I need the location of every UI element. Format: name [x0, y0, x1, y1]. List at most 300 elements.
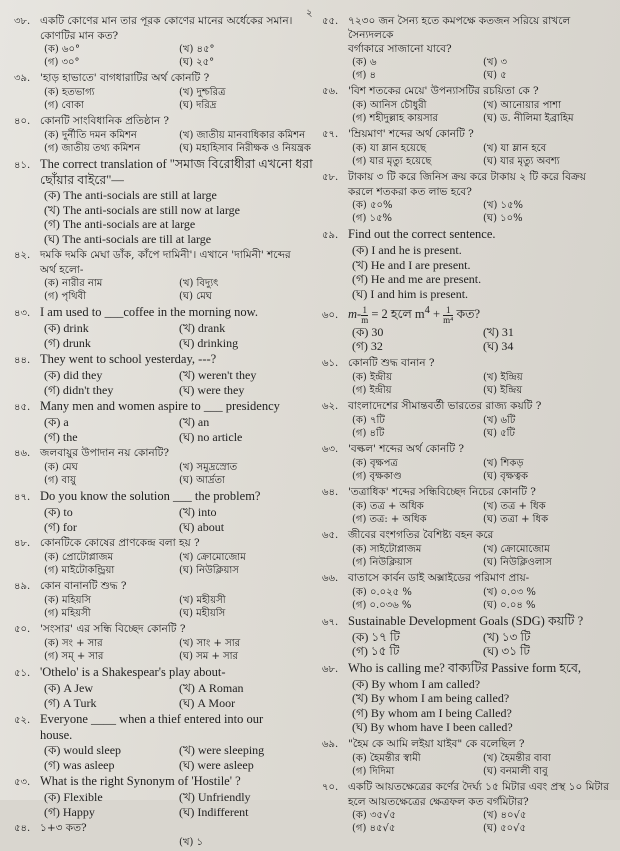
question-number: ৫২. — [14, 715, 31, 726]
answer-option: (ঘ) I and him is present. — [352, 286, 469, 301]
option-list — [322, 630, 614, 659]
answer-option: (গ) যার মৃত্যু হয়েছে — [352, 156, 432, 167]
answer-option: (ক) মহিয়সি — [44, 595, 92, 606]
answer-option: (ঘ) মহীয়সি — [179, 608, 226, 619]
question-text: ৭২৩০ জন সৈন্য হতে কমপক্ষে কতজন সরিয়ে রাখলে সৈন্যদলকে — [348, 15, 571, 41]
option-list — [14, 836, 314, 849]
answer-option: (ঘ) about — [179, 519, 225, 534]
question-line — [14, 622, 314, 637]
option-list — [322, 752, 614, 778]
question-line — [322, 127, 614, 142]
answer-option: (খ) জাতীয় মানবাধিকার কমিশন — [179, 130, 306, 141]
left-column — [14, 14, 314, 851]
answer-option: (গ) A Turk — [44, 695, 97, 710]
answer-option: (ঘ) মহাহিসাব নিরীক্ষক ও নিয়ন্ত্রক — [179, 143, 311, 154]
option-list — [14, 368, 314, 397]
question-item — [14, 579, 314, 620]
answer-option: (গ) মহিয়সী — [44, 608, 91, 619]
answer-option: (ক) By whom I am called? — [352, 676, 481, 691]
answer-option: (ক) drink — [44, 321, 89, 335]
question-number: ৬৮. — [322, 663, 339, 675]
option-list — [14, 505, 314, 534]
question-item — [14, 14, 314, 69]
question-line — [14, 114, 314, 129]
answer-option: (ঘ) ২৫° — [179, 57, 215, 68]
option-list — [14, 461, 314, 487]
answer-option: (খ) ৪৫° — [179, 44, 215, 55]
question-item — [322, 356, 614, 397]
formula-text: কত? — [453, 307, 481, 322]
answer-option: (খ) শিকড় — [483, 457, 524, 469]
question-item — [322, 399, 614, 440]
answer-option: (খ) The anti-socials are still now at large — [44, 202, 240, 217]
question-item — [322, 661, 614, 735]
question-text: জলবায়ুর উপাদান নয় কোনটি? — [40, 447, 169, 459]
question-item — [14, 712, 314, 772]
fraction-numerator: 1 — [443, 306, 453, 316]
option-list — [14, 321, 314, 350]
question-text-continued: বর্গাকারে সাজানো যাবে? — [348, 43, 452, 55]
answer-option: (ক) A Jew — [44, 681, 94, 695]
question-text: বাংলাদেশের সীমান্তবর্তী ভারতের রাজ্য কয়টি ? — [348, 399, 542, 412]
question-line — [14, 712, 314, 728]
question-text: Everyone ____ when a thief entered into our — [40, 712, 264, 726]
answer-option: (গ) শহীদুল্লাহ কায়সার — [352, 113, 439, 124]
question-text — [348, 303, 614, 325]
question-text: ১+৩ কত? — [40, 822, 87, 834]
question-line — [14, 446, 314, 461]
formula-exponent: 4 — [424, 305, 430, 316]
question-number: ৪৮. — [14, 538, 31, 549]
answer-option: (ক) ৬০° — [44, 44, 80, 55]
answer-option: (ক) হতভাগ্য — [44, 87, 95, 98]
answer-option: (খ) ক্রোমোজোম — [483, 543, 550, 555]
answer-option: (ক) সাইটোপ্লাজম — [352, 543, 422, 555]
answer-option: (ঘ) 34 — [483, 339, 514, 354]
question-item — [14, 665, 314, 710]
formula-fraction — [443, 306, 453, 325]
question-line — [322, 442, 614, 457]
answer-option: (খ) an — [179, 415, 210, 429]
question-item — [322, 227, 614, 301]
option-list — [14, 415, 314, 444]
question-text: Do you know the solution ___ the problem? — [40, 489, 261, 503]
answer-option: (গ) Happy — [44, 804, 95, 819]
question-text-continued: করলে শতকরা কত লাভ হবে? — [348, 186, 472, 198]
option-list — [322, 414, 614, 440]
question-number: ৫৭. — [322, 129, 339, 140]
question-item — [14, 352, 314, 397]
question-line — [14, 399, 314, 415]
question-text: 'Othelo' is a Shakespear's play about- — [40, 665, 226, 679]
answer-option: (খ) Unfriendly — [179, 790, 251, 804]
question-line — [322, 737, 614, 752]
question-line — [322, 528, 614, 543]
answer-option: (ক) প্রোটোপ্লাজম — [44, 552, 113, 563]
answer-option: (খ) ক্রোমোজোম — [179, 552, 246, 563]
question-number: ৪৩. — [14, 308, 31, 319]
answer-option: (ক) ইন্দ্রীয় — [352, 371, 393, 383]
answer-option: (গ) ৪ — [352, 70, 377, 81]
question-item — [14, 248, 314, 303]
question-line — [322, 614, 614, 630]
formula-var: m- — [348, 307, 362, 322]
answer-option: (ঘ) A Moor — [179, 695, 236, 710]
page-number: ২ — [306, 8, 313, 19]
question-number: ৫১. — [14, 668, 31, 679]
answer-option: (ঘ) যার মৃত্যু অবশ্য — [483, 156, 560, 167]
answer-option: (গ) ৪টি — [352, 427, 385, 439]
question-text: "হৈম কে আমি লইয়া যাইব" কে বলেছিল ? — [348, 737, 525, 750]
question-text: কোনটি সাংবিধানিক প্রতিষ্ঠান ? — [40, 115, 170, 127]
answer-option: (ঘ) নিউক্লিওলাস — [483, 556, 552, 568]
question-line — [322, 227, 614, 243]
answer-option: (ক) would sleep — [44, 743, 122, 757]
question-line — [322, 571, 614, 586]
answer-option — [44, 836, 179, 849]
answer-option: (ঘ) ৫টি — [483, 427, 515, 439]
right-column — [322, 14, 614, 837]
answer-option: (গ) তত্র: + অধিক — [352, 513, 427, 525]
answer-option: (ঘ) দরিদ্র — [179, 100, 217, 111]
question-number: ৫৬. — [322, 86, 339, 97]
question-text-continued: house. — [40, 728, 73, 742]
answer-option: (ঘ) By whom have I been called? — [352, 720, 513, 735]
answer-option: (ঘ) বৃক্ষত্বক — [483, 470, 528, 482]
answer-option: (খ) যা ম্লান হবে — [483, 143, 547, 154]
answer-option: (ঘ) ইন্দ্রিয় — [483, 384, 523, 396]
option-list — [322, 586, 614, 612]
answer-option: (ক) I and he is present. — [352, 243, 462, 257]
question-line — [14, 536, 314, 551]
question-text: 'সংসার' এর সন্ধি বিচ্ছেদ কোনটি ? — [40, 623, 186, 635]
answer-option: (ঘ) ১০% — [483, 213, 523, 224]
answer-option: (ক) to — [44, 505, 73, 519]
question-line — [14, 305, 314, 321]
question-number: ৬১. — [322, 357, 339, 369]
answer-option: (খ) বিদ্যুৎ — [179, 278, 219, 289]
answer-option: (গ) ০.০৩৬ % — [352, 599, 412, 611]
question-number: ৫৫. — [322, 16, 339, 27]
answer-option: (ক) আনিস চৌধুরী — [352, 100, 427, 111]
answer-option: (ঘ) were asleep — [179, 757, 254, 772]
question-text: 'ম্রিয়মাণ' শব্দের অর্থ কোনটি ? — [348, 128, 474, 140]
question-number: ৪২. — [14, 250, 31, 261]
answer-option: (ক) বৃক্ষপত্র — [352, 457, 398, 469]
answer-option: (গ) drunk — [44, 335, 91, 350]
answer-option: (গ) সম্ + সার — [44, 651, 104, 662]
answer-option: (ঘ) no article — [179, 429, 243, 444]
option-list — [14, 790, 314, 819]
question-number: ৭০. — [322, 781, 339, 793]
answer-option: (ক) ০.০২৫ % — [352, 586, 412, 598]
answer-option: (খ) মহীয়সী — [179, 595, 226, 606]
question-text: কোন বানানটি শুদ্ধ ? — [40, 580, 127, 592]
answer-option: (খ) তত্র + ধিক — [483, 500, 546, 512]
answer-option: (খ) were sleeping — [179, 743, 265, 757]
question-number: ৪১. — [14, 160, 31, 171]
question-line — [322, 84, 614, 99]
question-text-continued: অর্থ হলো- — [40, 264, 84, 276]
answer-option: (খ) হৈমন্তীর বাবা — [483, 752, 551, 764]
question-text: What is the right Synonym of 'Hostile' ? — [40, 774, 241, 788]
answer-option: (গ) নিউক্লিয়াস — [352, 556, 413, 568]
question-item — [322, 485, 614, 526]
question-item — [322, 303, 614, 354]
answer-option: (ঘ) were they — [179, 382, 245, 397]
answer-option: (ক) a — [44, 415, 69, 429]
question-text: The correct translation of "সমাজ বিরোধীরা এখনো ধরা — [40, 157, 313, 171]
question-text-continued: কোণটির মান কত? — [40, 30, 119, 42]
option-list — [14, 277, 314, 303]
question-line — [14, 579, 314, 594]
question-number: ৩৯. — [14, 73, 31, 84]
answer-option: (গ) ১৫ টি — [352, 644, 400, 659]
option-list — [322, 142, 614, 168]
answer-option: (ক) did they — [44, 368, 103, 382]
answer-option: (খ) A Roman — [179, 681, 244, 695]
question-text: দমকি দমকি মেঘা ডাঁক, কাঁপে দামিনী'। এখানে 'দামিনী' শব্দের — [40, 249, 291, 261]
answer-option: (ক) ৫০% — [352, 200, 393, 211]
question-line — [14, 774, 314, 790]
answer-option: (খ) into — [179, 505, 217, 519]
answer-option: (ঘ) ০.০৪ % — [483, 599, 536, 611]
question-number: ৪৯. — [14, 581, 31, 592]
answer-option: (ক) The anti-socials are still at large — [44, 188, 217, 202]
answer-option: (ক) ১৭ টি — [352, 629, 400, 644]
question-item — [322, 737, 614, 778]
answer-option: (ঘ) তত্রা + ধিক — [483, 513, 549, 525]
answer-option: (গ) ইন্দ্রীয় — [352, 384, 392, 396]
question-item — [322, 780, 614, 835]
answer-option: (ঘ) Indifferent — [179, 804, 249, 819]
question-line — [14, 352, 314, 368]
question-number: ৫৮. — [322, 172, 339, 183]
question-item — [322, 528, 614, 569]
question-number: ৬৬. — [322, 572, 339, 584]
option-list — [322, 371, 614, 397]
question-text: কোনটি শুদ্ধ বানান ? — [348, 356, 435, 369]
answer-option: (খ) ০.০৩ % — [483, 586, 536, 598]
answer-option: (গ) was asleep — [44, 757, 115, 772]
option-list — [14, 129, 314, 155]
answer-option: (গ) বৃক্ষকাণ্ড — [352, 470, 402, 482]
question-text-continued: হলে আয়তক্ষেত্রের ক্ষেত্রফল কত বর্গমিটার? — [348, 795, 529, 808]
question-text: একটি কোণের মান তার পূরক কোণের মানের অর্ধেকের সমান। — [40, 15, 293, 27]
answer-option: (গ) পৃথিবী — [44, 291, 87, 302]
question-number: ৫৯. — [322, 230, 339, 241]
option-list — [322, 677, 614, 735]
question-item — [14, 622, 314, 663]
question-text-continued: ছোঁয়ার বাইরে"— — [40, 173, 124, 187]
option-list — [14, 637, 314, 663]
question-text: They went to school yesterday, ---? — [40, 352, 217, 366]
question-item — [14, 536, 314, 577]
question-line — [322, 303, 614, 325]
answer-option: (খ) সমুদ্রস্রোত — [179, 462, 238, 473]
answer-option: (গ) জাতীয় তথ্য কমিশন — [44, 143, 141, 154]
question-line — [14, 489, 314, 505]
option-list — [322, 199, 614, 225]
answer-option: (ক) সং + সার — [44, 638, 103, 649]
answer-option: (খ) ১৫% — [483, 200, 524, 211]
question-text: 'বল্কল' শব্দের অর্থ কোনটি ? — [348, 442, 465, 455]
answer-option: (ক) হৈমন্তীর স্বামী — [352, 752, 421, 764]
answer-option: (ক) ৬ — [352, 57, 377, 68]
fraction-denominator: m — [361, 314, 369, 325]
answer-option: (ঘ) নিউক্লিয়াস — [179, 565, 239, 576]
answer-option: (ঘ) The anti-socials are till at large — [44, 231, 212, 246]
answer-option: (গ) for — [44, 519, 77, 534]
question-item — [14, 71, 314, 112]
answer-option: (খ) ইন্দ্রিয় — [483, 371, 523, 383]
answer-option: (ক) দুর্নীতি দমন কমিশন — [44, 130, 137, 141]
answer-option: (খ) weren't they — [179, 368, 257, 382]
question-text: 'হাড় হাভাতে' বাগধারাটির অর্থ কোনটি ? — [40, 72, 210, 84]
question-item — [322, 614, 614, 659]
answer-option: (ঘ) ৩১ টি — [483, 644, 530, 659]
answer-option: (ক) Flexible — [44, 790, 103, 804]
option-list — [14, 43, 314, 69]
option-list — [322, 500, 614, 526]
answer-option: (ঘ) ড. নীলিমা ইব্রাহিম — [483, 113, 574, 124]
question-text: কোনটিকে কোষের প্রাণকেন্দ্র বলা হয় ? — [40, 537, 200, 549]
question-line — [14, 71, 314, 86]
fraction-numerator: 1 — [362, 304, 367, 315]
answer-option: (গ) ৩০° — [44, 57, 80, 68]
question-line — [14, 665, 314, 681]
question-number: ৬৭. — [322, 616, 339, 628]
question-text: একটি আয়তক্ষেত্রের কর্ণের দৈর্ঘ্য ১৫ মিটার এবং প্রস্থ ১০ মিটার — [348, 780, 609, 793]
answer-option: (খ) 31 — [483, 324, 514, 339]
question-text: জীবের বংশগতির বৈশিষ্ট্য বহন করে — [348, 528, 494, 541]
question-item — [322, 442, 614, 483]
question-text: টাকায় ৩ টি করে জিনিস ক্রয় করে টাকায় ২ টি করে বিক্রয় — [348, 171, 586, 183]
question-number: ৪৭. — [14, 492, 31, 503]
answer-option: (গ) দিদিমা — [352, 765, 395, 777]
question-line — [14, 157, 314, 173]
question-text: Who is calling me? বাক্যটির Passive form হবে, — [348, 660, 582, 675]
question-number: ৪৪. — [14, 355, 31, 366]
question-line — [14, 14, 314, 29]
question-number: ৩৮. — [14, 16, 31, 27]
answer-option: (ক) যা ম্লান হয়েছে — [352, 143, 427, 154]
question-line — [322, 356, 614, 371]
answer-option: (ঘ) আর্দ্রতা — [179, 475, 225, 486]
answer-option: (খ) He and I are present. — [352, 257, 471, 272]
answer-option: (ক) ৩৫√৫ — [352, 809, 396, 821]
question-item — [322, 14, 614, 82]
answer-option: (ঘ) সম + সার — [179, 651, 239, 662]
formula-text: = 2 হলে m — [368, 307, 425, 322]
question-text: Sustainable Development Goals (SDG) কয়টি ? — [348, 613, 584, 628]
answer-option: (গ) He and me are present. — [352, 272, 482, 286]
option-list — [322, 457, 614, 483]
option-list — [14, 743, 314, 772]
question-line — [322, 780, 614, 795]
question-number: ৬৪. — [322, 486, 339, 498]
answer-option: (খ) ১৩ টি — [483, 629, 531, 644]
answer-option: (ঘ) মেঘ — [179, 291, 212, 302]
question-item — [14, 157, 314, 246]
option-list — [322, 809, 614, 835]
answer-option: (ক) মেঘ — [44, 462, 78, 473]
question-text: বাতাসে কার্বন ডাই অক্সাইডের পরিমাণ প্রায়- — [348, 571, 530, 584]
answer-option: (গ) ৪৫√৫ — [352, 822, 396, 834]
option-list — [14, 86, 314, 112]
formula-plus: + — [429, 307, 444, 322]
answer-option: (ঘ) drinking — [179, 335, 239, 350]
answer-option: (খ) ৪০√৫ — [483, 809, 527, 821]
answer-option: (গ) বায়ু — [44, 475, 76, 486]
answer-option: (ক) 30 — [352, 324, 384, 339]
question-text: Many men and women aspire to ___ presidency — [40, 399, 280, 413]
question-item — [322, 571, 614, 612]
question-text: Find out the correct sentence. — [348, 227, 496, 241]
answer-option: (ঘ) ৫ — [483, 70, 507, 81]
answer-option: (ক) ৭টি — [352, 414, 385, 426]
question-text: 'তত্রাধিক' শব্দের সন্ধিবিচ্ছেদ নিচের কোনটি ? — [348, 485, 536, 498]
answer-option: (ক) তত্র + অধিক — [352, 500, 424, 512]
question-number: ৬৯. — [322, 738, 339, 750]
question-item — [14, 821, 314, 849]
answer-option: (গ) মাইটোকন্ড্রিয়া — [44, 565, 115, 576]
question-item — [14, 305, 314, 350]
answer-option: (গ) didn't they — [44, 382, 114, 397]
answer-option: (খ) ৩ — [483, 57, 508, 68]
question-item — [322, 127, 614, 168]
answer-option: (ঘ) ৫০√৫ — [483, 822, 527, 834]
question-line — [322, 485, 614, 500]
answer-option: (ঘ) বনমালী বাবু — [483, 765, 548, 777]
option-list — [322, 56, 614, 82]
question-item — [322, 84, 614, 125]
answer-option: (খ) drank — [179, 321, 226, 335]
option-list — [322, 543, 614, 569]
question-item — [14, 774, 314, 819]
question-line — [14, 248, 314, 263]
option-list — [14, 188, 314, 246]
answer-option: (গ) ১৫% — [352, 213, 393, 224]
option-list — [322, 99, 614, 125]
answer-option: (খ) আনোয়ার পাশা — [483, 100, 562, 111]
question-number: ৬৩. — [322, 443, 339, 455]
question-item — [14, 399, 314, 444]
question-number: ৬৫. — [322, 529, 339, 541]
question-line — [14, 821, 314, 836]
option-list — [14, 551, 314, 577]
answer-option: (ক) নারীর নাম — [44, 278, 103, 289]
option-list — [322, 325, 614, 354]
question-number: ৫০. — [14, 624, 31, 635]
question-number: ৬০. — [322, 310, 339, 322]
answer-option: (গ) By whom am I being Called? — [352, 705, 512, 720]
option-list — [14, 594, 314, 620]
question-number: ৪০. — [14, 116, 31, 127]
question-number: ৪৫. — [14, 402, 31, 413]
answer-option: (গ) বোকা — [44, 100, 84, 111]
answer-option: (গ) the — [44, 429, 78, 444]
question-item — [14, 114, 314, 155]
option-list — [14, 681, 314, 710]
answer-option: (খ) By whom I am being called? — [352, 691, 510, 706]
question-text: I am used to ___coffee in the morning now. — [40, 305, 259, 319]
question-line — [322, 399, 614, 414]
question-text: 'বিশ শতকের মেয়ে' উপন্যাসটির রচয়িতা কে ? — [348, 85, 539, 97]
question-number: ৫৪. — [14, 823, 31, 834]
question-line — [322, 14, 614, 42]
answer-option: (খ) ১ — [179, 837, 204, 848]
